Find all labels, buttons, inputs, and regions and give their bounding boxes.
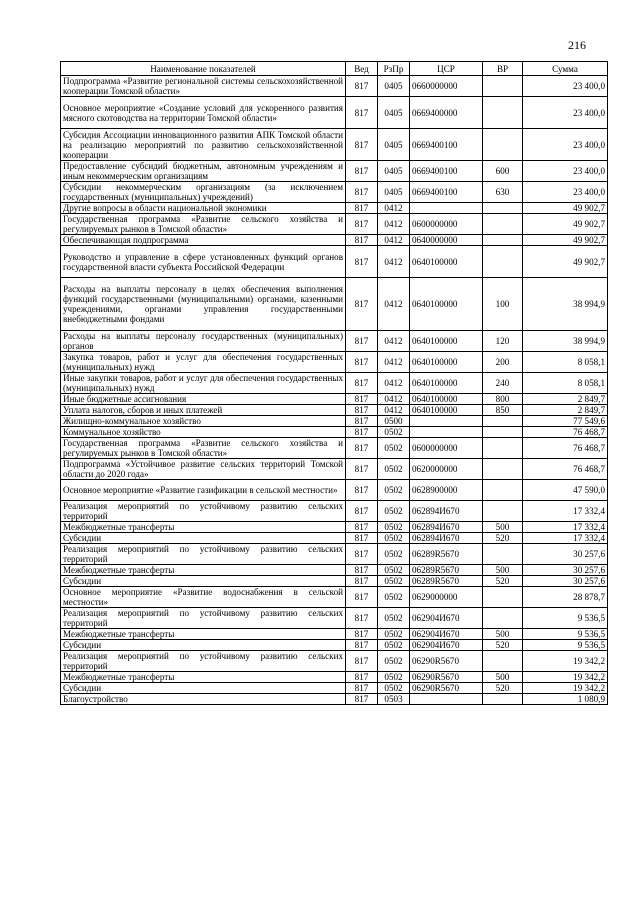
cell-vr: [483, 76, 523, 97]
cell-sum: 49 902,7: [523, 214, 608, 235]
cell-name: Иные закупки товаров, работ и услуг для обеспечения государственных (муниципальных) нужд: [61, 373, 346, 394]
cell-sum: 17 332,4: [523, 522, 608, 533]
table-row: [61, 651, 608, 672]
cell-ved: 817: [346, 459, 378, 480]
cell-vr: [483, 694, 523, 705]
cell-sum: 9 536,5: [523, 629, 608, 640]
cell-csr: 0628900000: [410, 480, 483, 501]
cell-csr: 0600000000: [410, 214, 483, 235]
cell-csr: 0660000000: [410, 76, 483, 97]
cell-sum: 1 080,9: [523, 694, 608, 705]
cell-ved: 817: [346, 331, 378, 352]
table-row: [61, 182, 608, 203]
cell-ved: 817: [346, 651, 378, 672]
cell-ved: 817: [346, 76, 378, 97]
cell-csr: [410, 203, 483, 214]
cell-rzpr: 0502: [378, 544, 410, 565]
cell-csr: 0669400100: [410, 182, 483, 203]
table-row: [61, 672, 608, 683]
cell-ved: 817: [346, 480, 378, 501]
cell-rzpr: 0502: [378, 587, 410, 608]
cell-name: Субсидии: [61, 640, 346, 651]
cell-vr: [483, 651, 523, 672]
cell-rzpr: 0502: [378, 480, 410, 501]
cell-name: Межбюджетные трансферты: [61, 565, 346, 576]
cell-vr: [483, 214, 523, 235]
table-row: [61, 129, 608, 161]
cell-name: Субсидии: [61, 683, 346, 694]
cell-rzpr: 0412: [378, 352, 410, 373]
table-row: [61, 533, 608, 544]
cell-name: Коммунальное хозяйство: [61, 427, 346, 438]
cell-name: Закупка товаров, работ и услуг для обеспечения государственных (муниципальных) нужд: [61, 352, 346, 373]
cell-csr: [410, 427, 483, 438]
cell-csr: 06289R5670: [410, 544, 483, 565]
cell-sum: 19 342,2: [523, 651, 608, 672]
table-row: [61, 544, 608, 565]
cell-sum: 76 468,7: [523, 438, 608, 459]
cell-name: Основное мероприятие «Создание условий для ускоренного развития мясного скотоводства на территории Томской области»: [61, 97, 346, 129]
table-row: [61, 214, 608, 235]
cell-vr: [483, 608, 523, 629]
cell-rzpr: 0502: [378, 576, 410, 587]
cell-ved: 817: [346, 694, 378, 705]
table-row: [61, 501, 608, 522]
header-sum: Сумма: [523, 62, 608, 76]
cell-vr: 600: [483, 161, 523, 182]
cell-rzpr: 0502: [378, 629, 410, 640]
cell-rzpr: 0502: [378, 683, 410, 694]
cell-csr: 062894И670: [410, 522, 483, 533]
cell-csr: 0640100000: [410, 394, 483, 405]
table-row: [61, 235, 608, 246]
cell-rzpr: 0502: [378, 565, 410, 576]
cell-sum: 19 342,2: [523, 672, 608, 683]
cell-rzpr: 0502: [378, 672, 410, 683]
cell-rzpr: 0502: [378, 427, 410, 438]
cell-csr: 0640100000: [410, 373, 483, 394]
cell-ved: 817: [346, 501, 378, 522]
cell-sum: 9 536,5: [523, 640, 608, 651]
cell-rzpr: 0412: [378, 235, 410, 246]
cell-vr: 850: [483, 405, 523, 416]
table-row: [61, 587, 608, 608]
cell-vr: [483, 480, 523, 501]
cell-name: Межбюджетные трансферты: [61, 672, 346, 683]
cell-name: Подпрограмма «Устойчивое развитие сельских территорий Томской области до 2020 года»: [61, 459, 346, 480]
table-row: [61, 522, 608, 533]
cell-sum: 23 400,0: [523, 161, 608, 182]
cell-sum: 49 902,7: [523, 246, 608, 278]
cell-rzpr: 0405: [378, 76, 410, 97]
cell-rzpr: 0405: [378, 182, 410, 203]
cell-csr: 06289R5670: [410, 576, 483, 587]
cell-sum: 28 878,7: [523, 587, 608, 608]
cell-csr: 0640000000: [410, 235, 483, 246]
cell-csr: 06290R5670: [410, 683, 483, 694]
cell-rzpr: 0502: [378, 608, 410, 629]
table-row: [61, 97, 608, 129]
budget-table: [60, 61, 608, 705]
cell-ved: 817: [346, 278, 378, 331]
cell-name: Межбюджетные трансферты: [61, 522, 346, 533]
cell-vr: [483, 97, 523, 129]
table-row: [61, 608, 608, 629]
cell-name: Реализация мероприятий по устойчивому развитию сельских территорий: [61, 501, 346, 522]
header-ved: Вед: [346, 62, 378, 76]
cell-ved: 817: [346, 235, 378, 246]
cell-csr: 0669400000: [410, 97, 483, 129]
cell-name: Обеспечивающая подпрограмма: [61, 235, 346, 246]
cell-csr: [410, 416, 483, 427]
cell-csr: 0640100000: [410, 278, 483, 331]
cell-sum: 23 400,0: [523, 129, 608, 161]
cell-name: Расходы на выплаты персоналу в целях обеспечения выполнения функций государственными (муниципальными) органами, казенными учреждениями, органами управления государственными внебюджетными фондами: [61, 278, 346, 331]
cell-sum: 77 549,6: [523, 416, 608, 427]
cell-rzpr: 0412: [378, 214, 410, 235]
table-row: [61, 161, 608, 182]
cell-name: Субсидии: [61, 576, 346, 587]
cell-vr: 240: [483, 373, 523, 394]
cell-rzpr: 0412: [378, 278, 410, 331]
header-rzpr: РзПр: [378, 62, 410, 76]
table-row: [61, 203, 608, 214]
cell-sum: 8 058,1: [523, 352, 608, 373]
cell-sum: 30 257,6: [523, 565, 608, 576]
cell-vr: [483, 544, 523, 565]
cell-csr: 06290R5670: [410, 651, 483, 672]
cell-vr: 500: [483, 629, 523, 640]
cell-rzpr: 0502: [378, 501, 410, 522]
cell-ved: 817: [346, 640, 378, 651]
cell-ved: 817: [346, 683, 378, 694]
cell-ved: 817: [346, 608, 378, 629]
header-csr: ЦСР: [410, 62, 483, 76]
cell-ved: 817: [346, 522, 378, 533]
cell-name: Реализация мероприятий по устойчивому развитию сельских территорий: [61, 544, 346, 565]
cell-csr: 0640100000: [410, 246, 483, 278]
cell-vr: [483, 235, 523, 246]
table-row: [61, 246, 608, 278]
cell-sum: 23 400,0: [523, 182, 608, 203]
cell-name: Субсидия Ассоциации инновационного развития АПК Томской области на реализацию мероприятий по развитию сельскохозяйственной кооперации: [61, 129, 346, 161]
cell-ved: 817: [346, 576, 378, 587]
cell-ved: 817: [346, 427, 378, 438]
cell-sum: 76 468,7: [523, 459, 608, 480]
cell-rzpr: 0405: [378, 97, 410, 129]
table-row: [61, 373, 608, 394]
cell-vr: 630: [483, 182, 523, 203]
cell-csr: 0640100000: [410, 352, 483, 373]
cell-vr: 500: [483, 565, 523, 576]
cell-sum: 30 257,6: [523, 544, 608, 565]
cell-vr: [483, 501, 523, 522]
cell-name: Субсидии: [61, 533, 346, 544]
cell-sum: 76 468,7: [523, 427, 608, 438]
cell-sum: 38 994,9: [523, 278, 608, 331]
table-row: [61, 683, 608, 694]
cell-vr: 520: [483, 683, 523, 694]
cell-vr: [483, 459, 523, 480]
cell-ved: 817: [346, 533, 378, 544]
table-row: [61, 480, 608, 501]
cell-name: Предоставление субсидий бюджетным, автономным учреждениям и иным некоммерческим организациям: [61, 161, 346, 182]
cell-vr: 100: [483, 278, 523, 331]
cell-rzpr: 0502: [378, 651, 410, 672]
table-row: [61, 394, 608, 405]
cell-rzpr: 0412: [378, 246, 410, 278]
cell-ved: 817: [346, 405, 378, 416]
header-row: [61, 62, 608, 76]
cell-sum: 30 257,6: [523, 576, 608, 587]
cell-vr: 800: [483, 394, 523, 405]
cell-name: Руководство и управление в сфере установленных функций органов государственной власти субъекта Российской Федерации: [61, 246, 346, 278]
cell-name: Государственная программа «Развитие сельского хозяйства и регулируемых рынков в Томской области»: [61, 214, 346, 235]
cell-vr: [483, 246, 523, 278]
table-row: [61, 416, 608, 427]
cell-rzpr: 0412: [378, 331, 410, 352]
cell-rzpr: 0502: [378, 533, 410, 544]
cell-ved: 817: [346, 565, 378, 576]
cell-csr: 0669400100: [410, 161, 483, 182]
cell-ved: 817: [346, 394, 378, 405]
cell-vr: 500: [483, 522, 523, 533]
cell-name: Уплата налогов, сборов и иных платежей: [61, 405, 346, 416]
cell-sum: 38 994,9: [523, 331, 608, 352]
cell-name: Жилищно-коммунальное хозяйство: [61, 416, 346, 427]
table-row: [61, 438, 608, 459]
table-row: [61, 331, 608, 352]
cell-vr: [483, 438, 523, 459]
cell-name: Реализация мероприятий по устойчивому развитию сельских территорий: [61, 608, 346, 629]
cell-rzpr: 0405: [378, 161, 410, 182]
cell-ved: 817: [346, 214, 378, 235]
cell-sum: 49 902,7: [523, 235, 608, 246]
cell-vr: [483, 587, 523, 608]
cell-csr: 0629000000: [410, 587, 483, 608]
cell-rzpr: 0412: [378, 405, 410, 416]
cell-name: Иные бюджетные ассигнования: [61, 394, 346, 405]
table-row: [61, 278, 608, 331]
cell-sum: 9 536,5: [523, 608, 608, 629]
cell-ved: 817: [346, 587, 378, 608]
page-number: 216: [568, 38, 586, 52]
cell-csr: [410, 694, 483, 705]
cell-rzpr: 0502: [378, 438, 410, 459]
cell-csr: 0620000000: [410, 459, 483, 480]
cell-sum: 23 400,0: [523, 97, 608, 129]
cell-vr: [483, 427, 523, 438]
cell-csr: 062904И670: [410, 608, 483, 629]
cell-ved: 817: [346, 544, 378, 565]
cell-vr: [483, 129, 523, 161]
cell-vr: 520: [483, 533, 523, 544]
cell-ved: 817: [346, 182, 378, 203]
cell-vr: 520: [483, 576, 523, 587]
cell-name: Межбюджетные трансферты: [61, 629, 346, 640]
cell-name: Государственная программа «Развитие сельского хозяйства и регулируемых рынков в Томской области»: [61, 438, 346, 459]
table-row: [61, 576, 608, 587]
cell-rzpr: 0502: [378, 640, 410, 651]
cell-name: Основное мероприятие «Развитие газификации в сельской местности»: [61, 480, 346, 501]
cell-sum: 49 902,7: [523, 203, 608, 214]
cell-rzpr: 0502: [378, 522, 410, 533]
table-row: [61, 694, 608, 705]
cell-name: Расходы на выплаты персоналу государственных (муниципальных) органов: [61, 331, 346, 352]
cell-ved: 817: [346, 129, 378, 161]
table-row: [61, 565, 608, 576]
cell-csr: 06290R5670: [410, 672, 483, 683]
cell-csr: 062904И670: [410, 629, 483, 640]
cell-sum: 17 332,4: [523, 501, 608, 522]
cell-sum: 17 332,4: [523, 533, 608, 544]
cell-sum: 47 590,0: [523, 480, 608, 501]
cell-csr: 06289R5670: [410, 565, 483, 576]
cell-rzpr: 0500: [378, 416, 410, 427]
cell-csr: 0600000000: [410, 438, 483, 459]
table-body: [61, 76, 608, 705]
cell-rzpr: 0412: [378, 373, 410, 394]
table-row: [61, 427, 608, 438]
cell-sum: 2 849,7: [523, 394, 608, 405]
cell-ved: 817: [346, 203, 378, 214]
cell-ved: 817: [346, 672, 378, 683]
cell-ved: 817: [346, 246, 378, 278]
header-name: Наименование показателей: [61, 62, 346, 76]
cell-sum: 2 849,7: [523, 405, 608, 416]
cell-vr: [483, 203, 523, 214]
cell-vr: 200: [483, 352, 523, 373]
cell-sum: 19 342,2: [523, 683, 608, 694]
cell-vr: 120: [483, 331, 523, 352]
table-row: [61, 459, 608, 480]
cell-rzpr: 0412: [378, 394, 410, 405]
cell-csr: 062904И670: [410, 640, 483, 651]
cell-ved: 817: [346, 161, 378, 182]
table-row: [61, 76, 608, 97]
cell-name: Другие вопросы в области национальной экономики: [61, 203, 346, 214]
table-row: [61, 352, 608, 373]
cell-rzpr: 0502: [378, 459, 410, 480]
cell-csr: 062894И670: [410, 533, 483, 544]
header-vr: ВР: [483, 62, 523, 76]
cell-rzpr: 0412: [378, 203, 410, 214]
cell-vr: 500: [483, 672, 523, 683]
cell-csr: 0669400100: [410, 129, 483, 161]
cell-name: Благоустройство: [61, 694, 346, 705]
cell-ved: 817: [346, 416, 378, 427]
cell-name: Реализация мероприятий по устойчивому развитию сельских территорий: [61, 651, 346, 672]
cell-ved: 817: [346, 352, 378, 373]
cell-ved: 817: [346, 97, 378, 129]
cell-sum: 23 400,0: [523, 76, 608, 97]
cell-ved: 817: [346, 373, 378, 394]
table-row: [61, 629, 608, 640]
cell-csr: 0640100000: [410, 331, 483, 352]
cell-rzpr: 0405: [378, 129, 410, 161]
table-row: [61, 405, 608, 416]
cell-rzpr: 0503: [378, 694, 410, 705]
cell-csr: 062894И670: [410, 501, 483, 522]
cell-ved: 817: [346, 438, 378, 459]
cell-ved: 817: [346, 629, 378, 640]
cell-vr: [483, 416, 523, 427]
cell-name: Подпрограмма «Развитие региональной системы сельскохозяйственной кооперации Томской области»: [61, 76, 346, 97]
cell-sum: 8 058,1: [523, 373, 608, 394]
table-row: [61, 640, 608, 651]
cell-name: Основное мероприятие «Развитие водоснабжения в сельской местности»: [61, 587, 346, 608]
cell-csr: 0640100000: [410, 405, 483, 416]
cell-name: Субсидии некоммерческим организациям (за исключением государственных (муниципальных) учреждений): [61, 182, 346, 203]
cell-vr: 520: [483, 640, 523, 651]
